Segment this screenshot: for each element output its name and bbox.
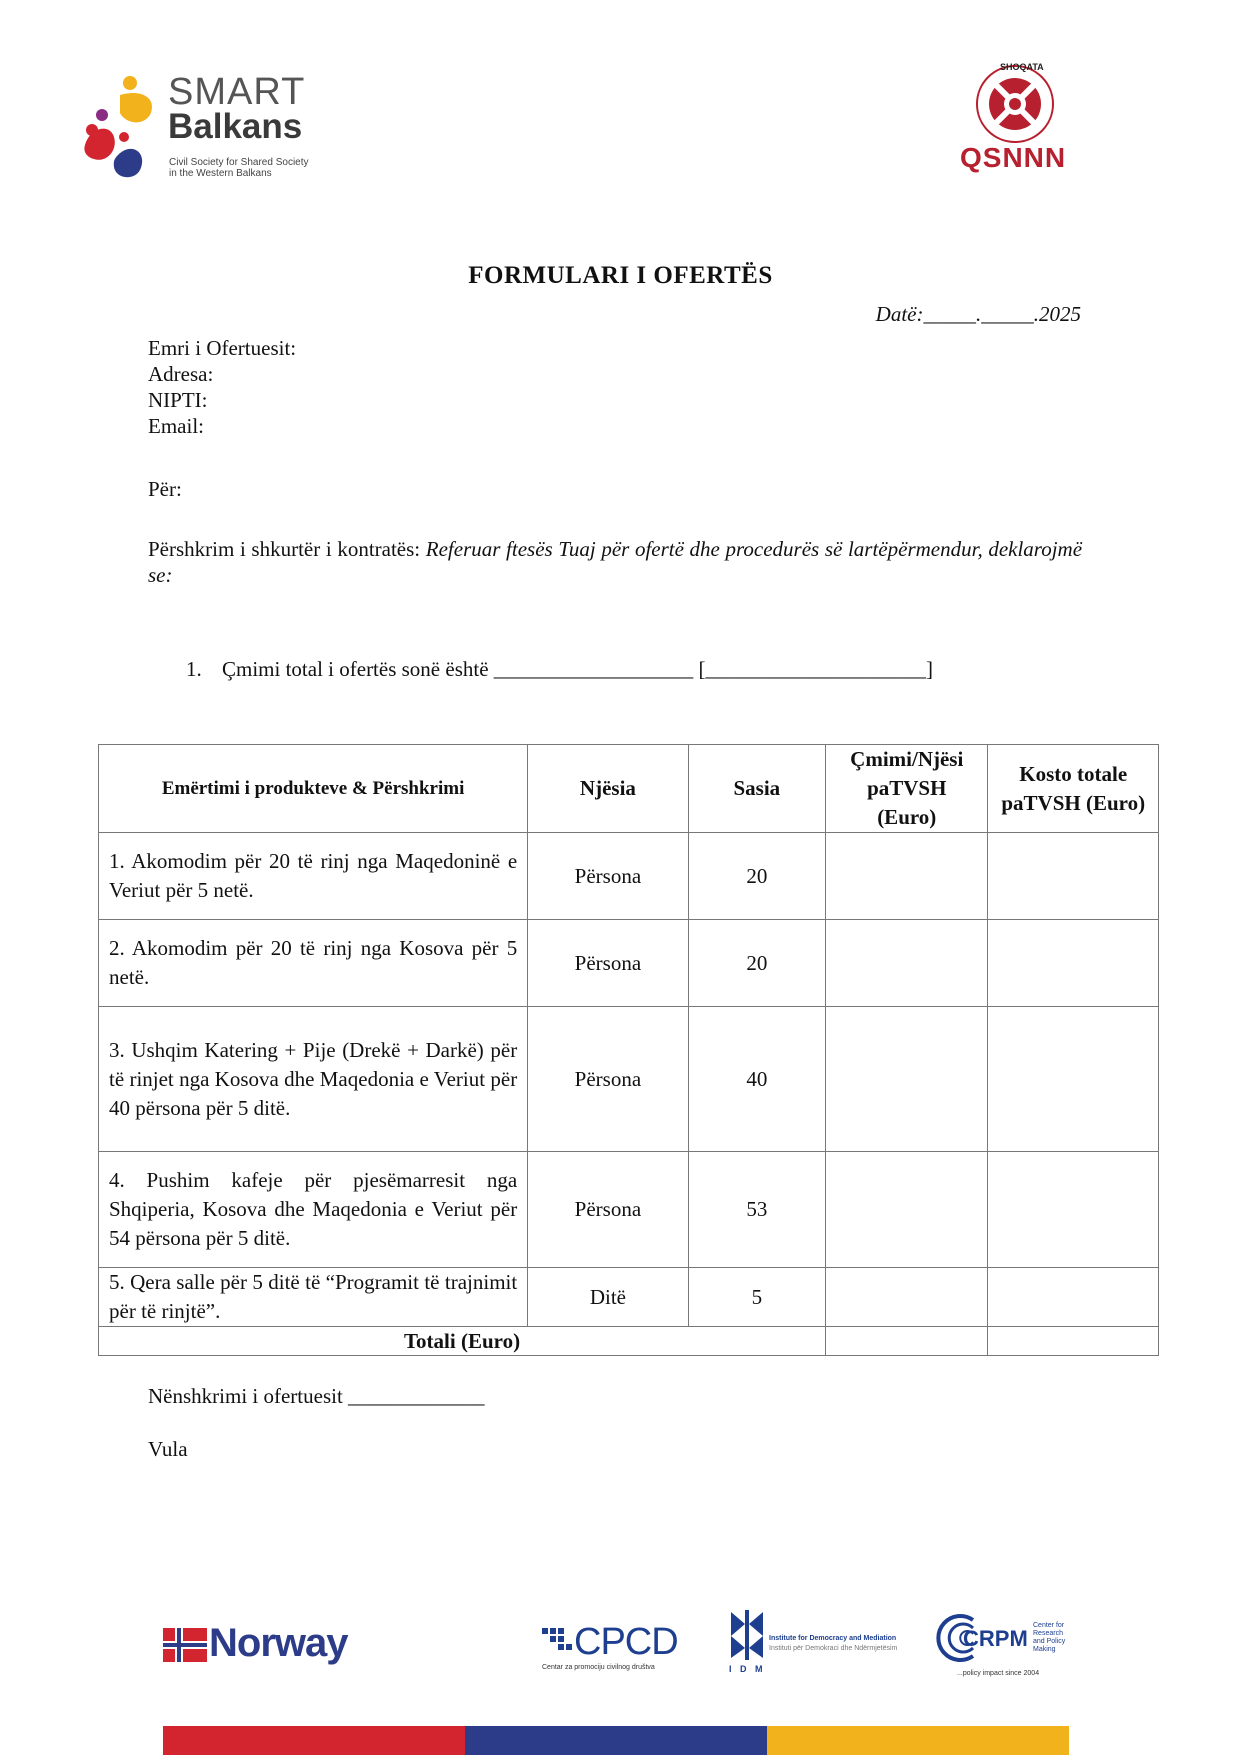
- crpm-tagline: ...policy impact since 2004: [957, 1670, 1040, 1677]
- field-email: Email:: [148, 414, 204, 438]
- smart-balkans-logo: [80, 71, 310, 185]
- field-for: Për:: [148, 477, 182, 501]
- table-total-row: [99, 1327, 1159, 1356]
- description-label: Përshkrim i shkurtër i kontratës:: [148, 537, 421, 561]
- color-bar-segment: [767, 1726, 1069, 1755]
- signature-line: Nënshkrimi i ofertuesit _____________: [148, 1384, 485, 1408]
- table-row: [99, 920, 1159, 1007]
- row-unit: Përsona: [528, 1152, 688, 1268]
- header-unit-price: Çmimi/Njësi paTVSH (Euro): [826, 745, 988, 833]
- row-quantity: 40: [688, 1007, 825, 1152]
- table-row: [99, 1007, 1159, 1152]
- row-unit: Përsona: [528, 833, 688, 920]
- row-unit-price-cell[interactable]: [826, 833, 988, 920]
- row-total-cost-cell[interactable]: [988, 920, 1159, 1007]
- field-offerer-name: Emri i Ofertuesit:: [148, 336, 297, 360]
- footer-color-bar: [163, 1726, 1069, 1755]
- smart-balkans-tagline-1: Civil Society for Shared Society: [169, 157, 309, 168]
- offer-table: [98, 744, 1159, 1356]
- header-product-description: Emërtimi i produkteve & Përshkrimi: [99, 745, 528, 833]
- qsnnn-arc-text: SHOQATA: [1000, 62, 1044, 72]
- crpm-side-text: Center for Research and Policy Making: [1033, 1622, 1066, 1653]
- total-unit-price-cell[interactable]: [826, 1327, 988, 1356]
- cpcd-pixel-icon: [542, 1628, 572, 1658]
- row-quantity: 5: [688, 1268, 825, 1327]
- crpm-logo: [933, 1612, 1083, 1682]
- color-bar-segment: [465, 1726, 767, 1755]
- idm-emblem-icon: [729, 1610, 765, 1660]
- crpm-text: CRPM: [963, 1626, 1028, 1651]
- row-quantity: 20: [688, 833, 825, 920]
- header-total-cost: Kosto totale paTVSH (Euro): [988, 745, 1159, 833]
- contract-description: [148, 536, 1082, 588]
- date-line: Datë:_____._____.2025: [875, 302, 1081, 326]
- norway-flag-icon: [163, 1628, 207, 1662]
- row-description: 2. Akomodim për 20 të rinj nga Kosova për 5 netë.: [99, 920, 528, 1007]
- row-total-cost-cell[interactable]: [988, 1007, 1159, 1152]
- row-total-cost-cell[interactable]: [988, 1152, 1159, 1268]
- row-unit: Përsona: [528, 1007, 688, 1152]
- row-unit-price-cell[interactable]: [826, 1007, 988, 1152]
- table-row: [99, 833, 1159, 920]
- cpcd-logo: [540, 1622, 680, 1672]
- color-bar-segment: [163, 1726, 465, 1755]
- row-quantity: 53: [688, 1152, 825, 1268]
- qsnnn-name: QSNNN: [960, 142, 1067, 173]
- row-total-cost-cell[interactable]: [988, 833, 1159, 920]
- smart-text: SMART: [168, 71, 306, 113]
- idm-letters: I D M: [729, 1664, 766, 1674]
- row-unit: Përsona: [528, 920, 688, 1007]
- header-unit: Njësia: [528, 745, 688, 833]
- qsnnn-logo: [960, 62, 1070, 177]
- header-quantity: Sasia: [688, 745, 825, 833]
- seal-label: Vula: [148, 1437, 188, 1461]
- row-description: 3. Ushqim Katering + Pije (Drekë + Darkë) për të rinjet nga Kosova dhe Maqedonia e Veriut për 40 përsona për 5 ditë.: [99, 1007, 528, 1152]
- description-text: Referuar ftesës Tuaj për ofertë dhe procedurës së lartëpërmendur, deklarojmë se:: [148, 537, 1083, 587]
- field-nipt: NIPTI:: [148, 388, 208, 412]
- table-row: [99, 1152, 1159, 1268]
- row-unit-price-cell[interactable]: [826, 1268, 988, 1327]
- total-cost-cell[interactable]: [988, 1327, 1159, 1356]
- row-unit-price-cell[interactable]: [826, 1152, 988, 1268]
- qsnnn-emblem-icon: [960, 62, 1070, 144]
- total-label: Totali (Euro): [99, 1327, 826, 1356]
- smart-balkans-tagline-2: in the Western Balkans: [169, 168, 272, 179]
- norway-text: Norway: [209, 1621, 348, 1665]
- norway-logo: [163, 1622, 383, 1672]
- cpcd-subtitle: Centar za promociju civilnog društva: [542, 1664, 655, 1671]
- item-1-number: 1.: [186, 657, 202, 681]
- row-unit-price-cell[interactable]: [826, 920, 988, 1007]
- row-quantity: 20: [688, 920, 825, 1007]
- item-1-total-price: Çmimi total i ofertës sonë është ___________________ [_____________________]: [222, 657, 934, 681]
- row-unit: Ditë: [528, 1268, 688, 1327]
- cpcd-text: CPCD: [574, 1621, 678, 1663]
- row-description: 1. Akomodim për 20 të rinj nga Maqedoninë e Veriut për 5 netë.: [99, 833, 528, 920]
- balkans-text: Balkans: [168, 107, 303, 146]
- field-address: Adresa:: [148, 362, 214, 386]
- table-header-row: [99, 745, 1159, 833]
- document-title: FORMULARI I OFERTËS: [468, 262, 773, 289]
- row-description: 4. Pushim kafeje për pjesëmarresit nga Shqiperia, Kosova dhe Maqedonia e Veriut për 54 përsona për 5 ditë.: [99, 1152, 528, 1268]
- row-total-cost-cell[interactable]: [988, 1268, 1159, 1327]
- idm-logo: [729, 1610, 899, 1676]
- row-description: 5. Qera salle për 5 ditë të “Programit të trajnimit për të rinjtë”.: [99, 1268, 528, 1327]
- smart-balkans-figures-icon: [80, 75, 160, 185]
- table-row: [99, 1268, 1159, 1327]
- idm-subtitle: Instituti për Demokraci dhe Ndërmjetësim: [769, 1645, 898, 1652]
- idm-title: Institute for Democracy and Mediation: [769, 1635, 897, 1642]
